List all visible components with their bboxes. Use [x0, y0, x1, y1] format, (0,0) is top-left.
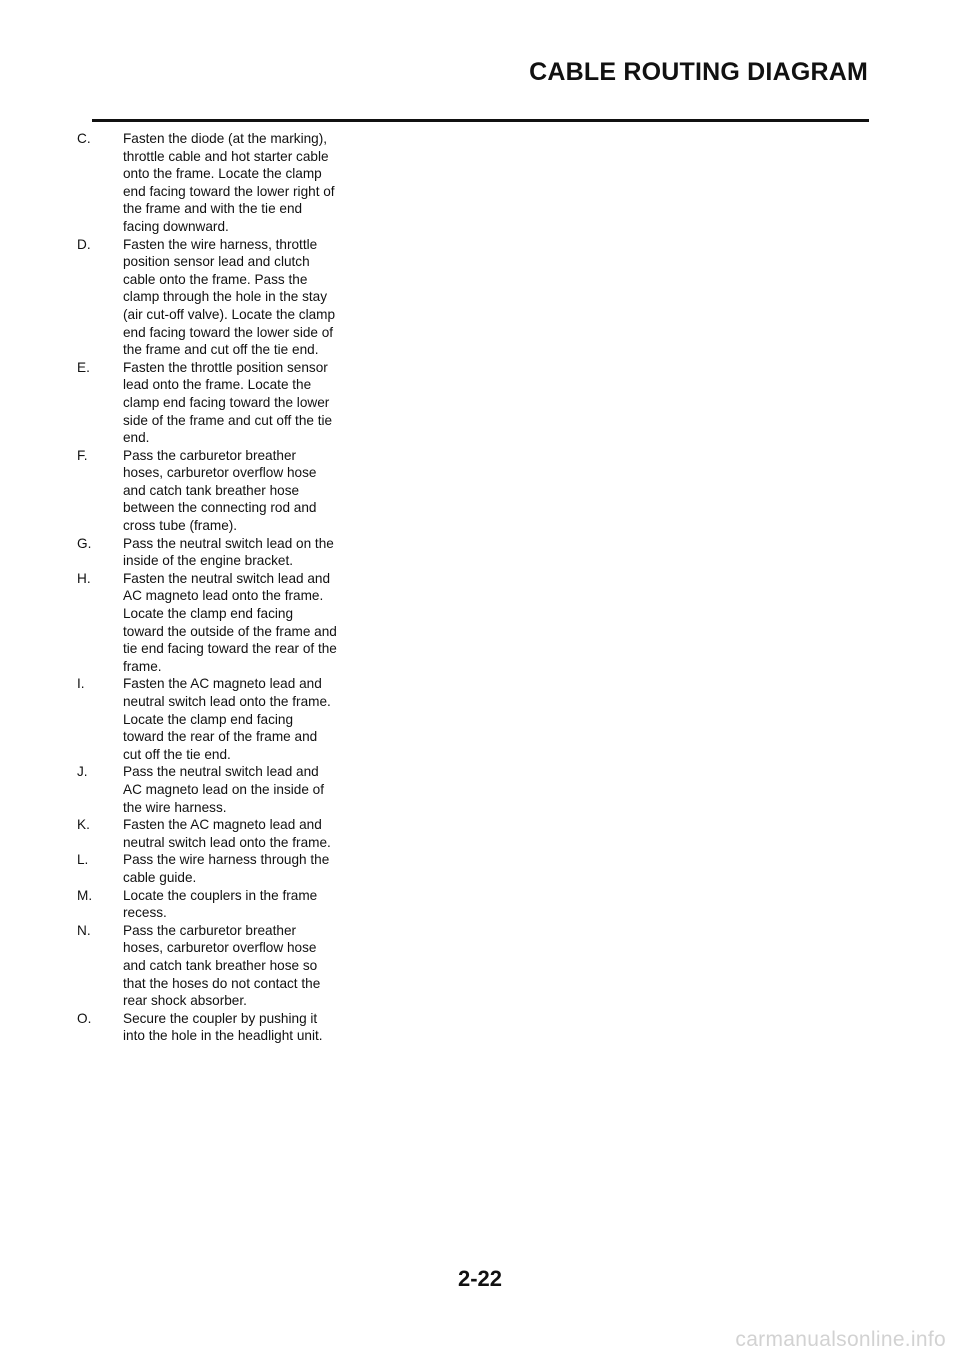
step-text: Fasten the neutral switch lead and AC magneto lead onto the frame. Locate the clamp end facing toward the outside of the frame and tie end facing toward the rear of the frame. [123, 570, 337, 674]
step-text: Fasten the AC magneto lead and neutral switch lead onto the frame. [123, 817, 331, 850]
step-letter: M. [77, 887, 93, 903]
step-letter: G. [77, 535, 92, 551]
step-text: Pass the wire harness through the cable guide. [123, 852, 330, 885]
step-text: Locate the couplers in the frame recess. [123, 887, 318, 921]
step-letter: O. [77, 1010, 92, 1026]
instruction-item [77, 851, 337, 886]
instruction-item [77, 675, 337, 763]
step-text: Secure the coupler by pushing it into the hole in the headlight unit. [123, 1010, 323, 1044]
section-title: CABLE ROUTING DIAGRAM [529, 58, 868, 86]
instruction-item [77, 887, 337, 922]
step-text: Pass the carburetor breather hoses, carburetor overflow hose and catch tank breather hose so that the hoses do not contact the rear shock absorber. [123, 922, 321, 1009]
instruction-item [77, 816, 337, 851]
instruction-item [77, 922, 337, 1010]
step-letter: H. [77, 570, 91, 586]
step-letter: E. [77, 359, 90, 375]
step-letter: N. [77, 922, 91, 938]
instruction-list [77, 130, 337, 1045]
instruction-item [77, 1010, 337, 1045]
step-letter: J. [77, 764, 88, 780]
step-text: Fasten the diode (at the marking), throttle cable and hot starter cable onto the frame. Locate the clamp end facing toward the lower right of the frame and with the tie end facing downward. [123, 131, 335, 234]
step-text: Pass the neutral switch lead and AC magneto lead on the inside of the wire harness. [123, 764, 325, 815]
step-text: Pass the neutral switch lead on the inside of the engine bracket. [123, 535, 334, 569]
step-letter: D. [77, 236, 91, 252]
step-text: Fasten the AC magneto lead and neutral switch lead onto the frame. Locate the clamp end facing toward the rear of the frame and cut off the tie end. [123, 676, 331, 762]
step-letter: I. [77, 676, 85, 692]
step-text: Fasten the wire harness, throttle position sensor lead and clutch cable onto the frame. Pass the clamp through the hole in the stay (air cut-off valve). Locate the clamp end facing toward the lower side of the frame and cut off the tie end. [123, 236, 336, 358]
instruction-item [77, 359, 337, 447]
page-header [0, 0, 960, 124]
instruction-item [77, 447, 337, 535]
instruction-item [77, 535, 337, 570]
watermark-text: carmanualsonline.info [735, 1328, 946, 1351]
header-rule [92, 119, 869, 122]
step-letter: C. [77, 131, 91, 146]
step-letter: K. [77, 817, 90, 833]
step-text: Fasten the throttle position sensor lead onto the frame. Locate the clamp end facing toward the lower side of the frame and cut off the tie end. [123, 359, 333, 446]
instruction-item [77, 763, 337, 816]
instruction-item [77, 570, 337, 676]
instruction-item [77, 236, 337, 359]
step-letter: L. [77, 852, 89, 868]
step-letter: F. [77, 447, 88, 463]
step-text: Pass the carburetor breather hoses, carburetor overflow hose and catch tank breather hose between the connecting rod and cross tube (frame). [123, 447, 317, 534]
instruction-item [77, 130, 337, 236]
page-number: 2-22 [457, 1266, 503, 1291]
